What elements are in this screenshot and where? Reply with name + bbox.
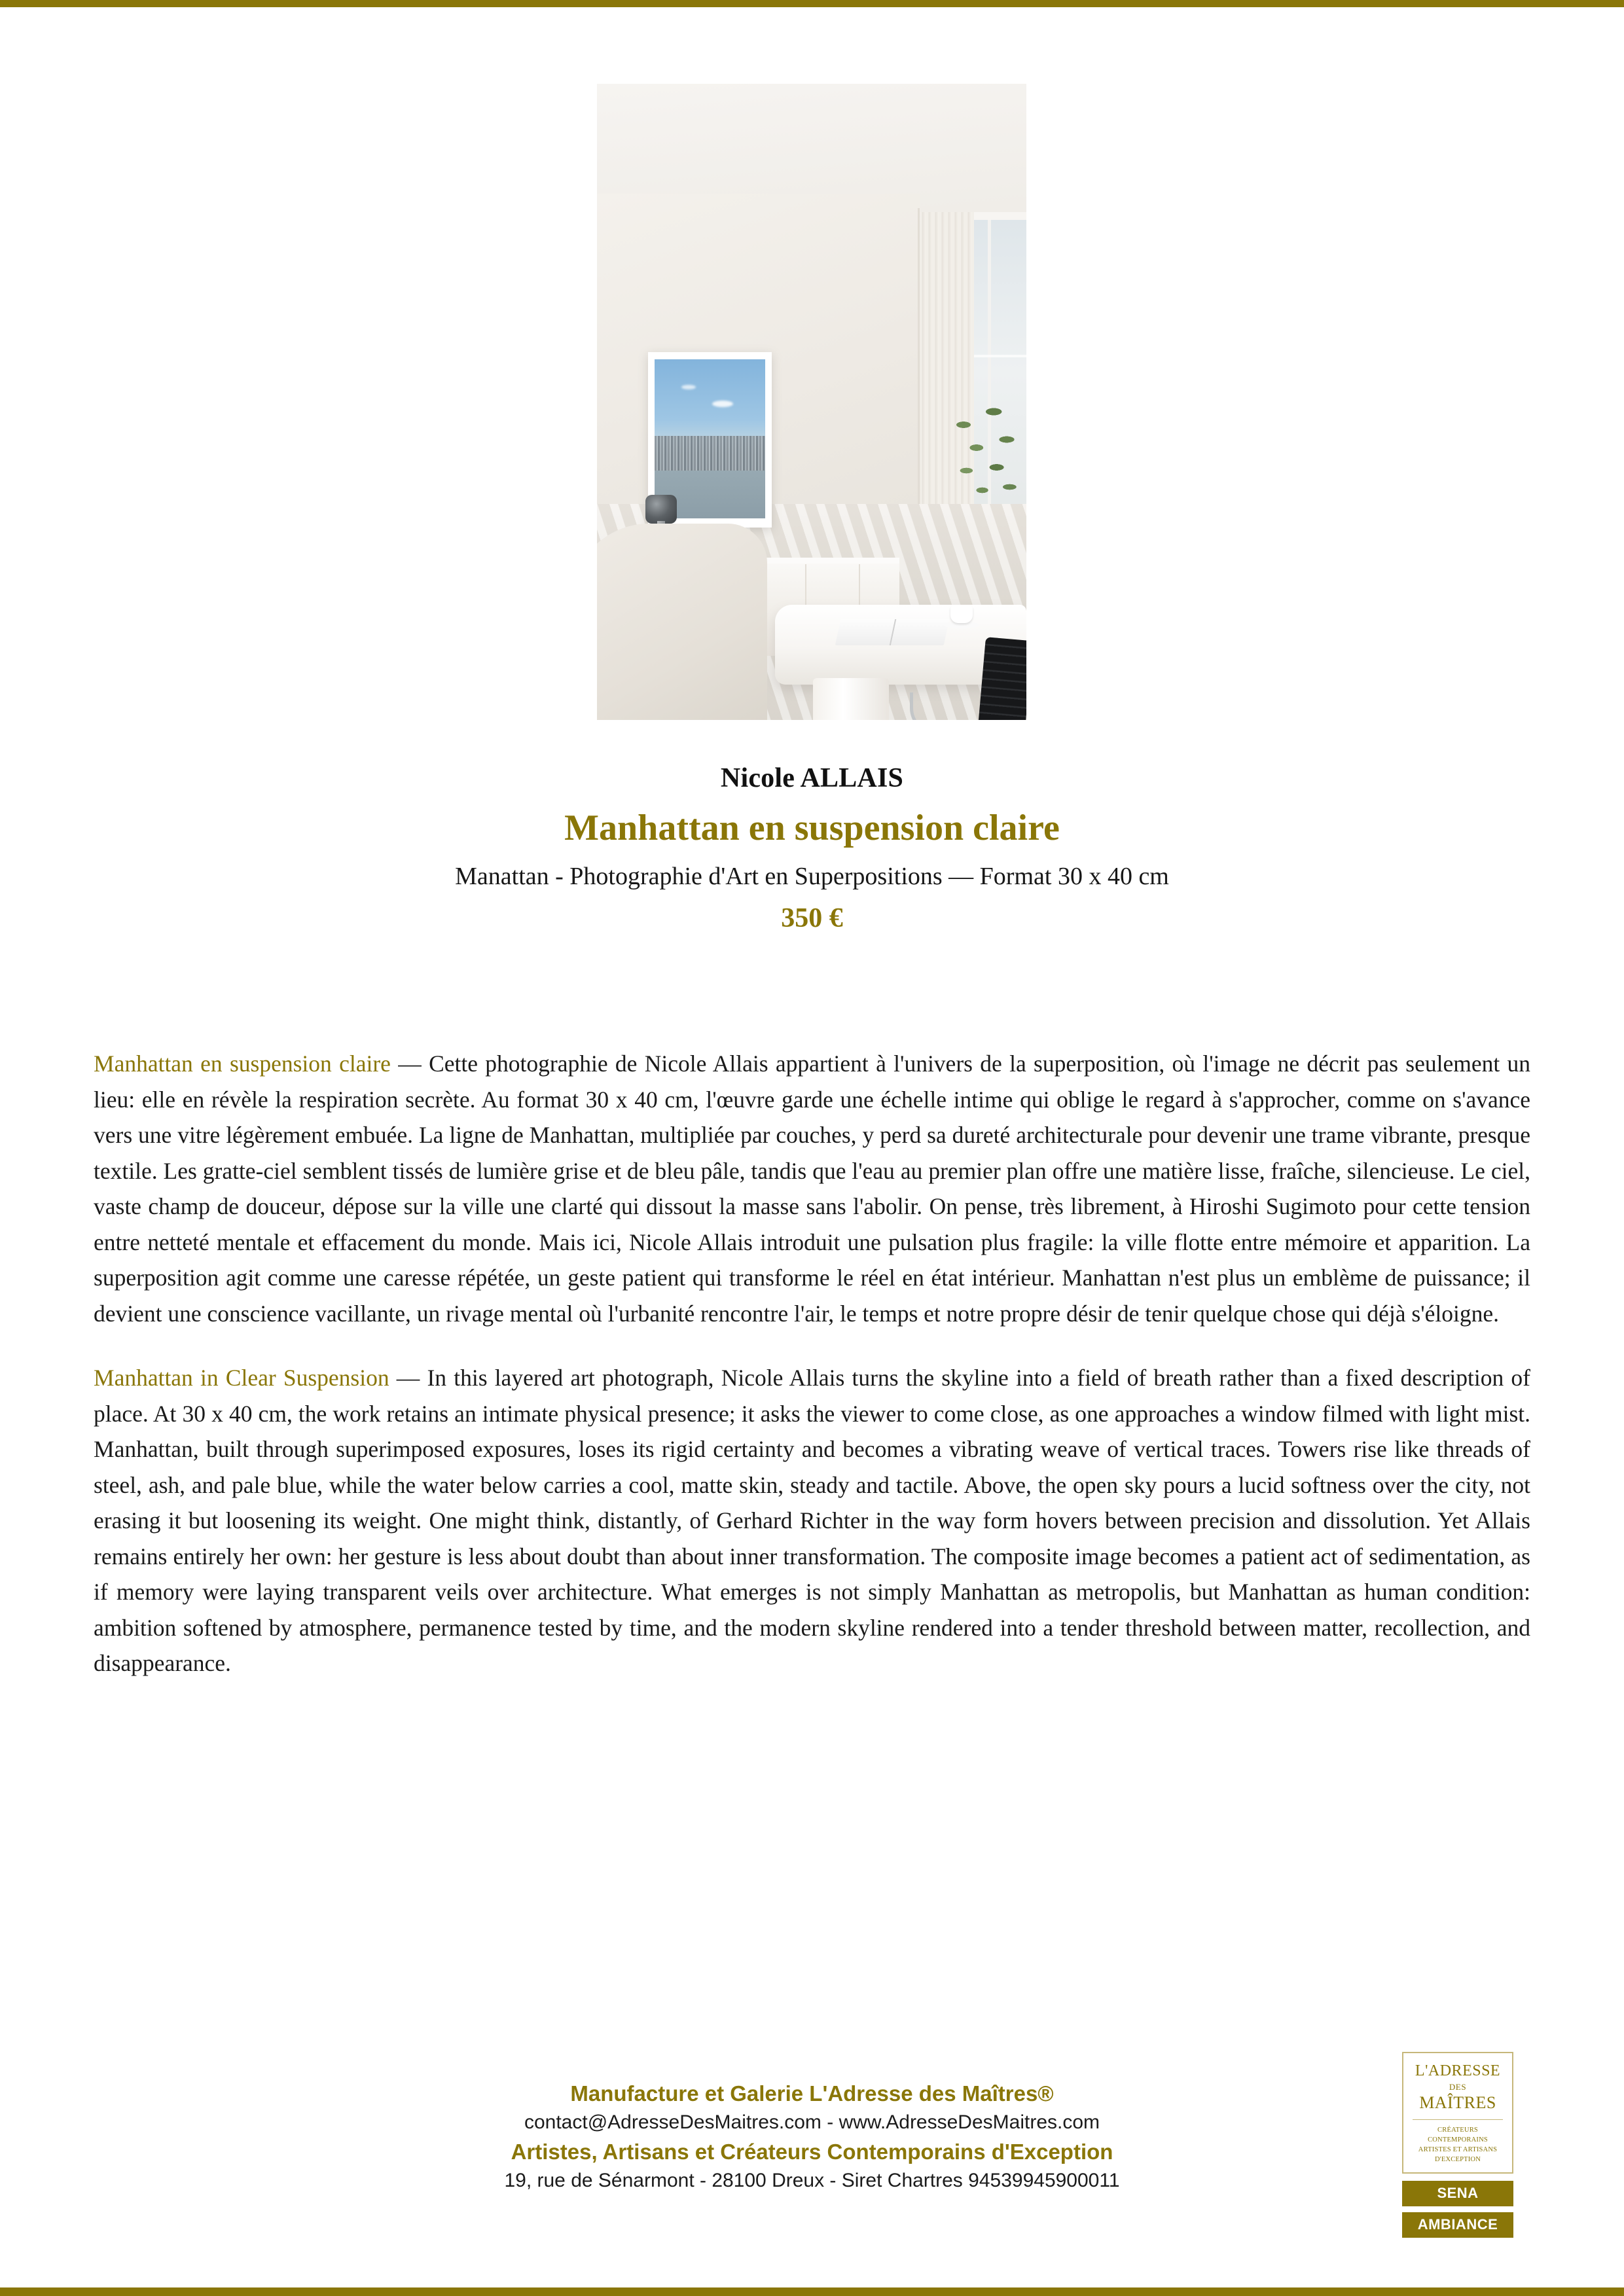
logo-line-3: MAÎTRES xyxy=(1419,2093,1496,2112)
description-lead-fr: Manhattan en suspension claire xyxy=(94,1050,391,1077)
top-gold-rule xyxy=(0,0,1624,7)
bottom-gold-rule xyxy=(0,2287,1624,2296)
description-section xyxy=(94,1046,1530,1681)
description-dash-en: — xyxy=(389,1365,427,1391)
description-text-en: In this layered art photograph, Nicole Allais turns the skyline into a field of breath rather than a fixed description of place. At 30 x 40 cm, the work retains an intimate physical presence; it asks the viewer to come close, as one approaches a window filmed with light mist. Manhattan, built through superimposed exposures, loses its rigid certainty and becomes a vibrating weave of vertical traces. Towers rise like threads of steel, ash, and pale blue, while the water below carries a cool, matte skin, steady and tactile. Above, the open sky pours a lucid softness over the city, not erasing it but loosening its weight. One might think, distantly, of Gerhard Richter in the way form hovers between precision and dissolution. Yet Allais remains entirely her own: her gesture is less about doubt than about inner transformation. The composite image becomes a patient act of sedimentation, as if memory were laying transparent veils over architecture. What emerges is not simply Manhattan as metropolis, but Manhattan as human condition: ambition softened by atmosphere, permanence tested by time, and the modern skyline rendered into a tender threshold between matter, recollection, and disappearance. xyxy=(94,1365,1531,1676)
interior-scene xyxy=(597,84,1026,720)
description-paragraph-fr xyxy=(94,1046,1530,1331)
logo-subtitle-1: CRÉATEURS CONTEMPORAINS xyxy=(1428,2126,1488,2144)
description-paragraph-en xyxy=(94,1360,1530,1681)
artwork-price: 350 € xyxy=(781,903,843,933)
cloud-small xyxy=(681,385,696,389)
logo-line-2: DES xyxy=(1449,2082,1467,2092)
footer-contact[interactable]: contact@AdresseDesMaitres.com - www.AdresseDesMaitres.com xyxy=(524,2111,1100,2133)
skyline-band xyxy=(655,436,765,471)
footer-address: 19, rue de Sénarmont - 28100 Dreux - Siret Chartres 94539945900011 xyxy=(504,2170,1120,2191)
page-title: Manhattan en suspension claire xyxy=(564,808,1060,848)
badge-sena: SENA xyxy=(1402,2181,1513,2206)
coffee-cup xyxy=(950,606,973,623)
table-lamp-shade xyxy=(645,495,677,524)
title-block xyxy=(0,762,1624,934)
artist-name: Nicole ALLAIS xyxy=(720,763,904,793)
footer xyxy=(0,2081,1624,2192)
wall-edge xyxy=(918,208,920,504)
open-magazine xyxy=(835,619,950,645)
desk-leg xyxy=(813,678,889,720)
foreground-armchair xyxy=(597,524,767,720)
description-text-fr: Cette photographie de Nicole Allais appartient à l'univers de la superposition, où l'image ne décrit pas seulement un lieu: elle en révèle la respiration secrète. Au format 30 x 40 cm, l'œuvre garde une échelle intime qui oblige le regard à s'approcher, comme on s'avance vers une vitre légèrement embuée. La ligne de Manhattan, multipliée par couches, y perd sa dureté architecturale pour devenir une trame vibrante, presque textile. Les gratte-ciel semblent tissés de lumière grise et de bleu pâle, tandis que l'eau au premier plan offre une matière lisse, fraîche, silencieuse. Le ciel, vaste champ de douceur, dépose sur la ville une clarté qui dissout la masse sans l'abolir. On pense, très librement, à Hiroshi Sugimoto pour cette tension entre netteté mentale et effacement du monde. Mais ici, Nicole Allais introduit une pulsation plus fragile: la ville flotte entre mémoire et apparition. La superposition agit comme une caresse répétée, un geste patient qui transforme le réel en état intérieur. Manhattan n'est plus un emblème de puissance; il devient une conscience vacillante, un rivage mental où l'urbanité rencontre l'air, le temps et notre propre désir de tenir quelque chose qui déjà s'éloigne. xyxy=(94,1050,1531,1327)
artwork-subtitle: Manattan - Photographie d'Art en Superpositions — Format 30 x 40 cm xyxy=(455,863,1169,890)
artwork-photo xyxy=(597,84,1026,720)
footer-company: Manufacture et Galerie L'Adresse des Maîtres® xyxy=(570,2081,1054,2106)
brand-logo-card xyxy=(1402,2052,1513,2174)
cloud-large xyxy=(712,401,733,407)
badge-ambiance: AMBIANCE xyxy=(1402,2212,1513,2238)
description-dash-fr: — xyxy=(390,1050,429,1077)
office-chair-arm xyxy=(910,692,991,720)
logo-divider xyxy=(1413,2119,1503,2120)
logo-line-1: L'ADRESSE xyxy=(1415,2062,1501,2079)
footer-tagline: Artistes, Artisans et Créateurs Contemporains d'Exception xyxy=(511,2140,1113,2164)
logo-subtitle-2: ARTISTES ET ARTISANS xyxy=(1418,2146,1498,2153)
description-lead-en: Manhattan in Clear Suspension xyxy=(94,1365,389,1391)
brand-logo-block xyxy=(1402,2052,1513,2238)
logo-subtitle-3: D'EXCEPTION xyxy=(1434,2156,1481,2163)
